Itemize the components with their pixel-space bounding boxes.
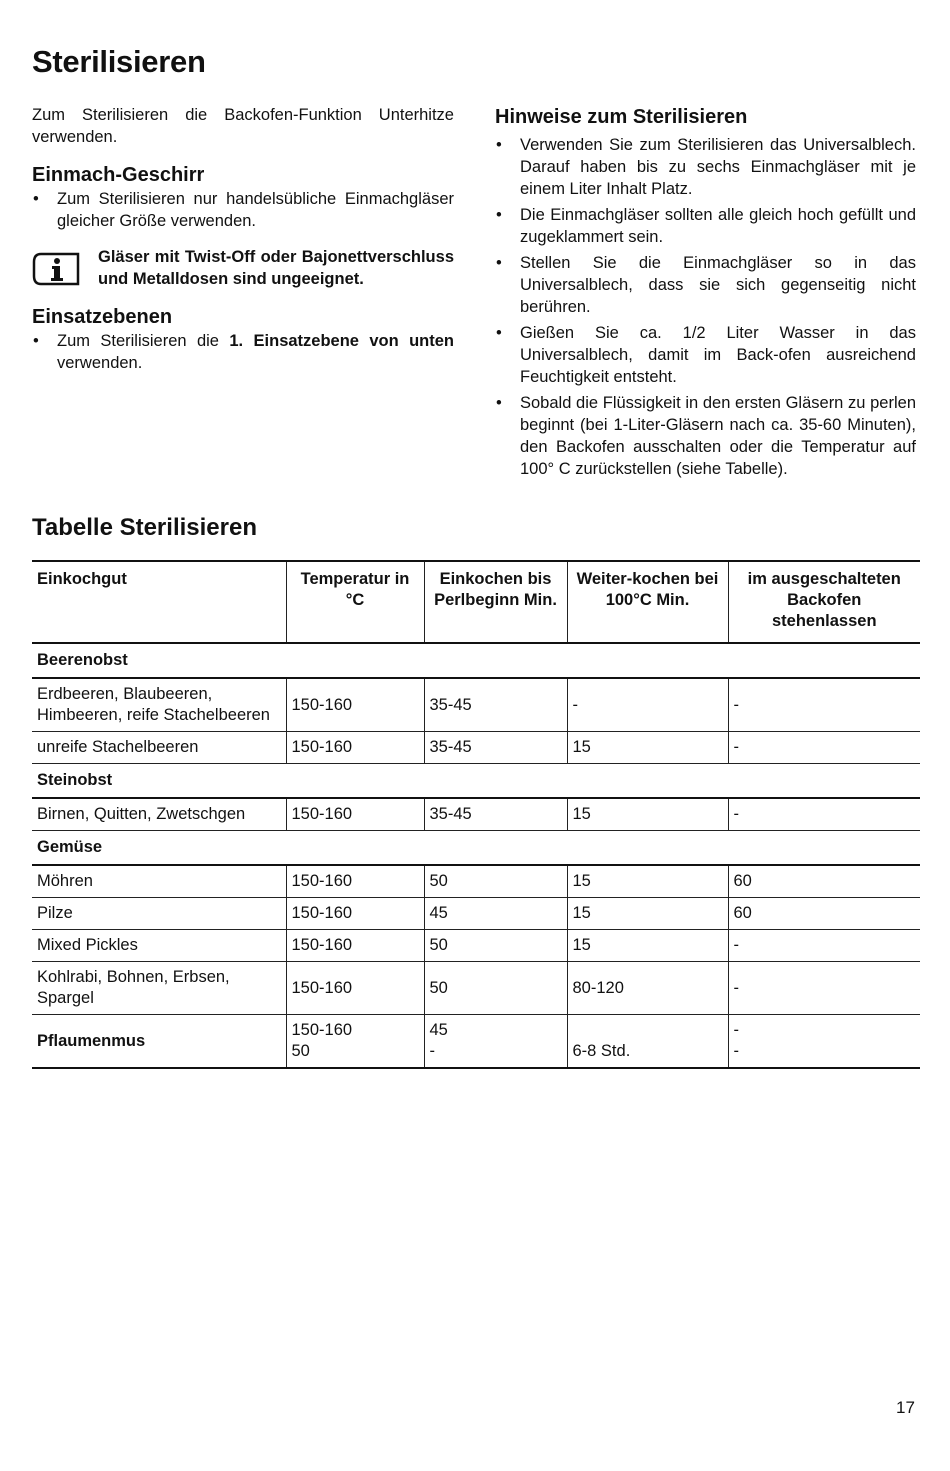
table-row: [32, 930, 920, 962]
table-row: [32, 732, 920, 764]
table-group-row: [32, 831, 920, 866]
table-group-row: [32, 764, 920, 799]
table-cell: -: [567, 678, 728, 732]
info-note: [32, 246, 454, 290]
table-row: [32, 1015, 920, 1069]
table-cell: 150-160: [286, 732, 424, 764]
table-cell: -: [733, 695, 739, 714]
table-cell: 15: [567, 865, 728, 898]
table-cell: -: [733, 978, 739, 997]
list-item: • Gießen Sie ca. 1/2 Liter Wasser in das Universalblech, damit im Back-ofen ausreichend Feuchtigkeit entsteht.: [495, 322, 916, 388]
table-cell: 60: [733, 904, 752, 922]
table-cell: -: [733, 738, 739, 756]
list-item: • Die Einmachgläser sollten alle gleich hoch gefüllt und zugeklammert sein.: [495, 204, 916, 248]
right-column: [495, 104, 916, 484]
table-cell: 150-160: [286, 930, 424, 962]
column-header: im ausgeschalteten Backofen stehenlassen: [747, 570, 901, 630]
table-cell: Kohlrabi, Bohnen, Erbsen, Spargel: [32, 962, 286, 1015]
table-cell: 150-160: [286, 898, 424, 930]
list-item: • Stellen Sie die Einmachgläser so in das Universalblech, dass sie sich gegenseitig nicht berühren.: [495, 252, 916, 318]
table-cell: 45: [424, 898, 567, 930]
table-cell: 45 -: [424, 1015, 567, 1069]
table-cell: Erdbeeren, Blaubeeren, Himbeeren, reife Stachelbeeren: [32, 678, 286, 732]
table-cell: 15: [567, 930, 728, 962]
list-item: • Verwenden Sie zum Sterilisieren das Universalblech. Darauf haben bis zu sechs Einmachgläser mit je einem Liter Inhalt Platz.: [495, 134, 916, 200]
table-title: Tabelle Sterilisieren: [32, 514, 257, 541]
table-cell: Birnen, Quitten, Zwetschgen: [32, 798, 286, 831]
table-cell: 150-160: [286, 678, 424, 732]
column-header: Temperatur in °C: [286, 561, 424, 643]
table-cell: Mixed Pickles: [32, 930, 286, 962]
einsatzebenen-list: [32, 330, 454, 374]
table-cell: 35-45: [424, 678, 567, 732]
table-cell: 150-160 50: [286, 1015, 424, 1069]
table-cell: 150-160: [286, 798, 424, 831]
page-title: Sterilisieren: [32, 44, 206, 79]
table-cell: Pflaumenmus: [32, 1015, 286, 1069]
list-item: • Zum Sterilisieren nur handelsübliche Einmachgläser gleicher Größe verwenden.: [32, 188, 454, 232]
group-label: Beerenobst: [37, 651, 128, 669]
table-cell: 150-160: [286, 962, 424, 1015]
emphasis-text: 1. Einsatzebene von unten: [229, 332, 454, 350]
column-header: Einkochgut: [32, 561, 286, 643]
table-cell: -: [733, 805, 739, 823]
table-group-row: [32, 643, 920, 678]
sterilization-table: [32, 560, 920, 1069]
group-label: Steinobst: [37, 771, 113, 789]
table-row: [32, 678, 920, 732]
table-cell: 50: [424, 865, 567, 898]
page-number: 17: [896, 1398, 915, 1417]
table-cell: 150-160: [286, 865, 424, 898]
table-cell: 50: [424, 962, 567, 1015]
hinweise-list: [495, 134, 916, 480]
table-cell: Pilze: [32, 898, 286, 930]
column-header: Weiter-kochen bei 100°C Min.: [567, 561, 728, 643]
table-row: [32, 962, 920, 1015]
table-header-row: [32, 561, 920, 643]
table-cell: 60: [733, 872, 752, 890]
table-cell: 80-120: [567, 962, 728, 1015]
table-cell: -: [733, 936, 739, 954]
table-cell: 35-45: [424, 798, 567, 831]
list-item: • Sobald die Flüssigkeit in den ersten Gläsern zu perlen beginnt (bei 1-Liter-Gläsern nach ca. 35-60 Minuten), den Backofen ausschalten oder die Temperatur auf 100° C zurückstellen (siehe Tabelle).: [495, 392, 916, 480]
left-column: [32, 104, 454, 374]
list-item: • Zum Sterilisieren die 1. Einsatzebene von unten verwenden.: [32, 330, 454, 374]
section-heading-hinweise: Hinweise zum Sterilisieren: [495, 106, 748, 128]
table-cell: 6-8 Std.: [567, 1015, 728, 1069]
note-text: Gläser mit Twist-Off oder Bajonettverschluss und Metalldosen sind ungeeignet.: [98, 248, 454, 288]
table-cell: 35-45: [424, 732, 567, 764]
einmach-list: [32, 188, 454, 232]
table-row: [32, 798, 920, 831]
section-heading-einsatzebenen: Einsatzebenen: [32, 306, 173, 328]
table-cell: Möhren: [32, 865, 286, 898]
info-icon: [32, 252, 80, 286]
table-cell: - -: [733, 1021, 739, 1060]
table-cell: 50: [424, 930, 567, 962]
intro-text: Zum Sterilisieren die Backofen-Funktion Unterhitze verwenden.: [32, 106, 454, 146]
group-label: Gemüse: [37, 838, 103, 856]
column-header: Einkochen bis Perlbeginn Min.: [424, 561, 567, 643]
table-row: [32, 865, 920, 898]
table-row: [32, 898, 920, 930]
table-cell: 15: [567, 732, 728, 764]
table-cell: 15: [567, 898, 728, 930]
section-heading-einmach-geschirr: Einmach-Geschirr: [32, 164, 205, 186]
table-cell: unreife Stachelbeeren: [32, 732, 286, 764]
table-cell: 15: [567, 798, 728, 831]
